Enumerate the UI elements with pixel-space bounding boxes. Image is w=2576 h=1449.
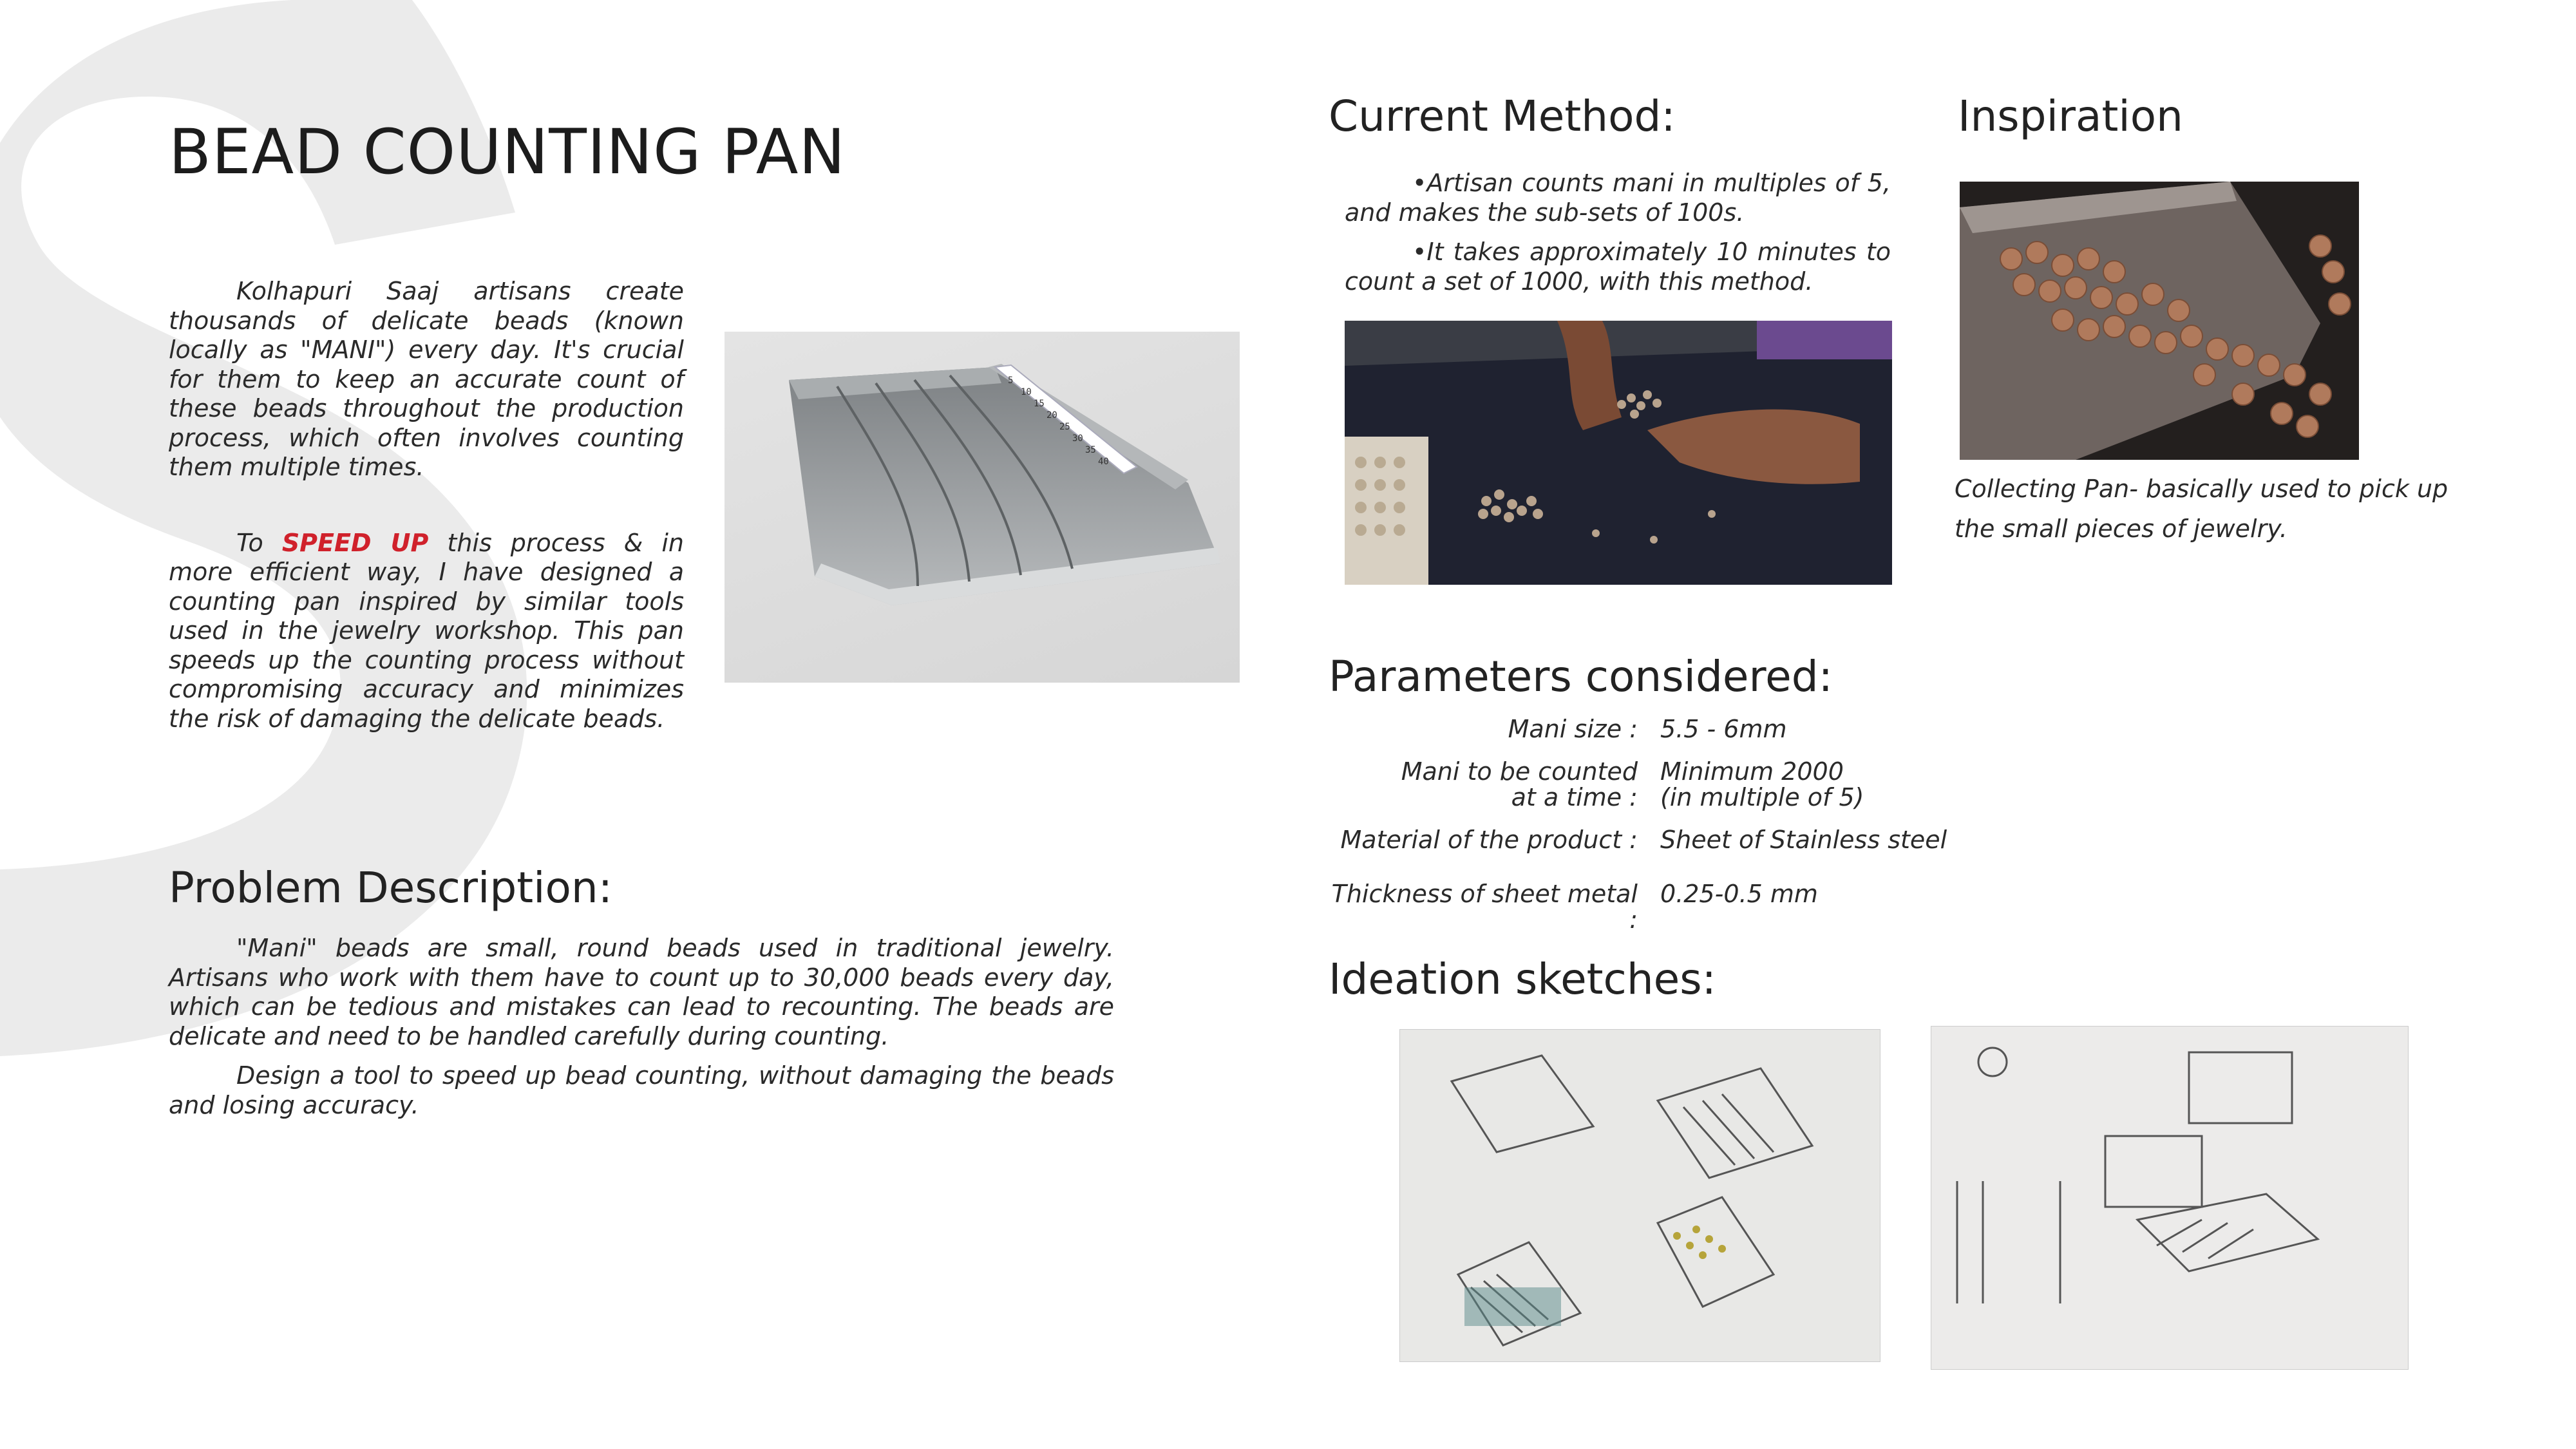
problem-paragraph-2: Design a tool to speed up bead counting, without damaging the beads and losing accuracy.: [169, 1061, 1114, 1119]
param-label-mani-size: Mani size :: [1508, 715, 1638, 743]
sketch-drawing-1: [1400, 1030, 1880, 1361]
inspiration-photo: [1960, 182, 2359, 460]
product-render-image: [724, 332, 1240, 683]
intro-paragraph-2: [169, 529, 684, 734]
ideation-sketch-1: [1399, 1029, 1880, 1362]
ideation-heading: Ideation sketches:: [1329, 954, 1716, 1004]
param-value-mani-size: 5.5 - 6mm: [1660, 715, 1787, 743]
product-label-10: 10: [1021, 387, 1032, 397]
artisan-counting-illustration: [1345, 321, 1892, 585]
current-method-bullet-1: •Artisan counts mani in multiples of 5, and makes the sub-sets of 100s.: [1345, 169, 1891, 227]
current-method-bullet-2: •It takes approximately 10 minutes to count a set of 1000, with this method.: [1345, 238, 1891, 296]
inspiration-heading: Inspiration: [1958, 91, 2183, 141]
param-value-mani-counted-line-1: Minimum 2000: [1660, 757, 1844, 786]
param-value-material: Sheet of Stainless steel: [1660, 826, 1947, 854]
product-label-40: 40: [1098, 457, 1109, 467]
ideation-sketch-2: [1931, 1026, 2409, 1370]
page-title: BEAD COUNTING PAN: [169, 116, 846, 188]
collecting-pan-illustration: [1960, 182, 2359, 460]
product-label-20: 20: [1046, 410, 1057, 421]
param-label-mani-counted-line-2: at a time :: [1511, 783, 1638, 811]
param-label-mani-counted-line-1: Mani to be counted: [1401, 757, 1638, 786]
product-label-25: 25: [1059, 422, 1070, 432]
sketch-drawing-2: [1931, 1027, 2408, 1369]
problem-section: [169, 934, 1114, 1120]
product-label-15: 15: [1034, 399, 1045, 409]
product-label-30: 30: [1072, 433, 1083, 444]
counting-pan-illustration: [724, 332, 1240, 683]
inspiration-caption: Collecting Pan- basically used to pick up the small pieces of jewelry.: [1955, 475, 2448, 543]
intro-paragraph-1: Kolhapuri Saaj artisans create thousands of delicate beads (known locally as "MANI") every day. It's crucial for them to keep an accurate count of these beads throughout the production process, which often involves counting them multiple times.: [169, 277, 684, 481]
param-label-thickness: Thickness of sheet metal :: [1331, 880, 1638, 934]
intro-text-before: To: [236, 528, 282, 557]
param-value-mani-counted-line-2: (in multiple of 5): [1660, 783, 1864, 811]
current-method-photo: [1345, 321, 1892, 585]
problem-paragraph-1: "Mani" beads are small, round beads used in traditional jewelry. Artisans who work with them have to count up to 30,000 beads every day, which can be tedious and mistakes can lead to recounting. The beads are delicate and need to be handled carefully during counting.: [169, 934, 1114, 1050]
param-label-material: Material of the product :: [1340, 826, 1638, 854]
product-label-35: 35: [1085, 445, 1096, 455]
param-value-thickness: 0.25-0.5 mm: [1660, 880, 1818, 908]
problem-heading: Problem Description:: [169, 863, 612, 913]
intro-text-after: this process & in more efficient way, I have designed a counting pan inspired by similar tools used in the jewelry workshop. This pan speeds up the counting process without compromising accuracy and minimizes the risk of damaging the delicate beads.: [169, 528, 684, 733]
speed-up-highlight: SPEED UP: [281, 528, 429, 557]
product-label-5: 5: [1008, 375, 1014, 386]
parameters-heading: Parameters considered:: [1329, 652, 1833, 701]
current-method-heading: Current Method:: [1329, 91, 1676, 141]
current-method-bullets: [1345, 169, 1891, 296]
intro-section: [169, 277, 684, 734]
